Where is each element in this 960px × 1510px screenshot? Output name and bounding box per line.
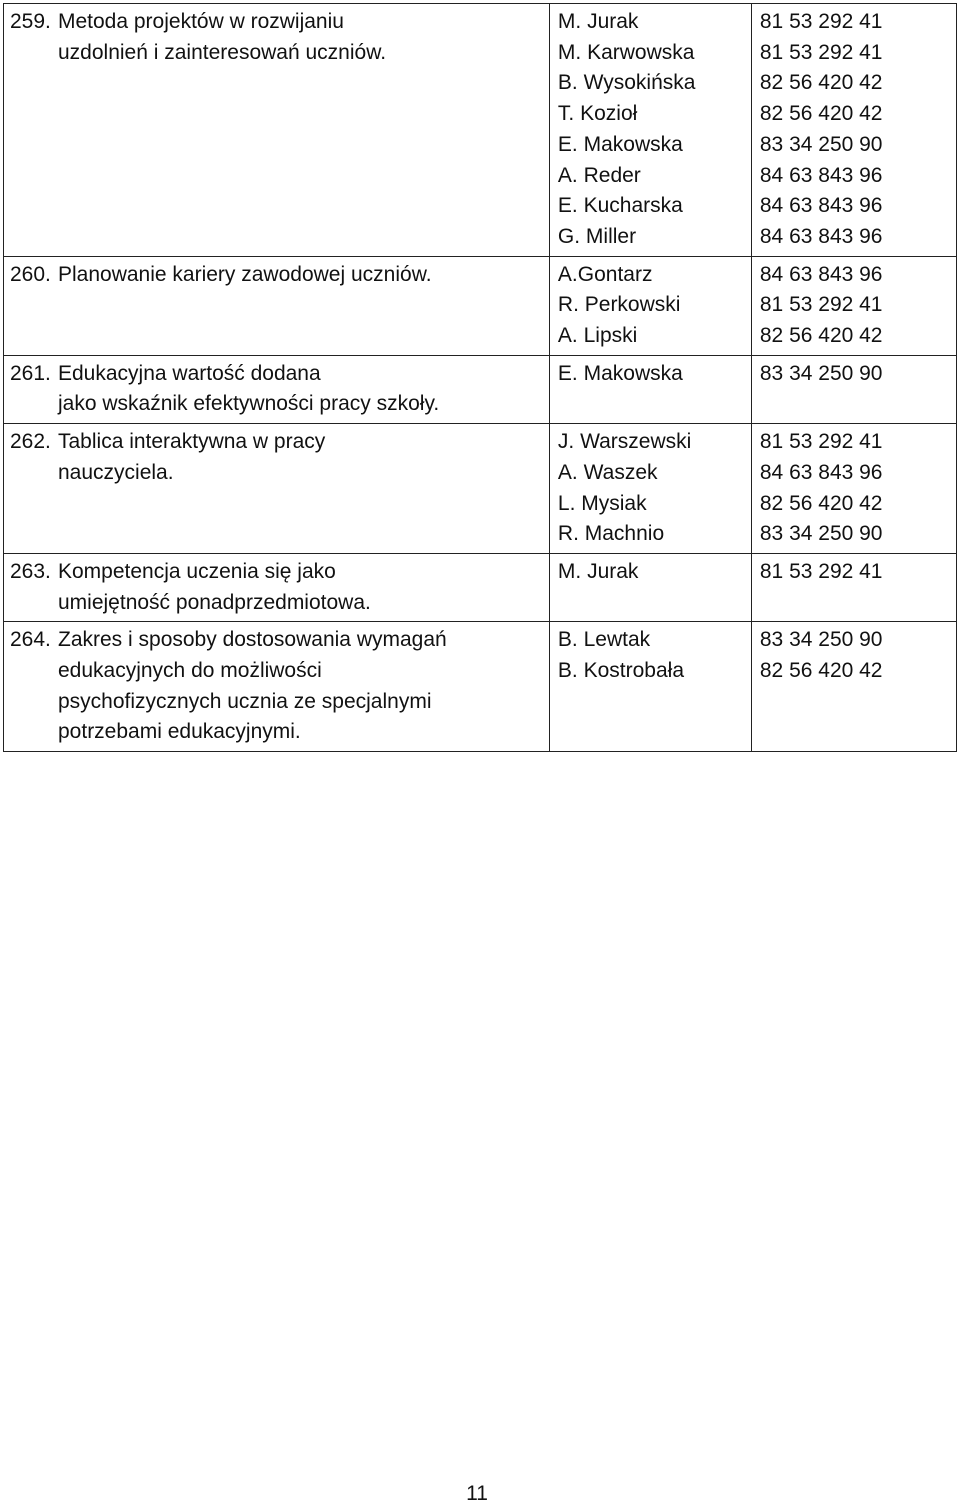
person-name: T. Kozioł bbox=[557, 102, 638, 126]
person-name: B. Kostrobała bbox=[557, 659, 684, 683]
phone-number: 82 56 420 42 bbox=[759, 491, 883, 515]
table-row bbox=[4, 622, 957, 752]
people-cell bbox=[549, 622, 751, 752]
phone-cell bbox=[751, 424, 956, 554]
item-number: 259. bbox=[10, 10, 51, 33]
phone-number: 83 34 250 90 bbox=[759, 132, 883, 156]
topic-wrap bbox=[10, 427, 541, 488]
phone-number: 82 56 420 42 bbox=[759, 71, 883, 95]
phone-number: 83 34 250 90 bbox=[759, 522, 883, 546]
topic-title-line: Tablica interaktywna w pracy bbox=[58, 430, 326, 454]
item-number: 262. bbox=[10, 430, 51, 454]
topic-title-line: Planowanie kariery zawodowej uczniów. bbox=[58, 262, 432, 286]
person-name: E. Makowska bbox=[557, 132, 683, 156]
training-table bbox=[3, 3, 957, 752]
topic-title-line: umiejętność ponadprzedmiotowa. bbox=[58, 590, 371, 614]
topic-title-line: uzdolnień i zainteresowań uczniów. bbox=[58, 40, 387, 64]
item-number: 260. bbox=[10, 262, 51, 286]
table-row bbox=[4, 553, 957, 621]
person-name: G. Miller bbox=[557, 224, 637, 248]
table-row bbox=[4, 355, 957, 423]
topic-cell bbox=[4, 424, 550, 554]
person-name: B. Lewtak bbox=[557, 628, 651, 652]
table-row bbox=[4, 424, 957, 554]
person-name: B. Wysokińska bbox=[557, 71, 696, 95]
phone-cell bbox=[751, 4, 956, 257]
topic-cell bbox=[4, 4, 550, 257]
topic-title-line: potrzebami edukacyjnymi. bbox=[58, 720, 301, 744]
phone-number: 81 53 292 41 bbox=[759, 10, 883, 33]
phone-number: 82 56 420 42 bbox=[759, 102, 883, 126]
person-name: A. Reder bbox=[557, 163, 641, 187]
person-name: A. Lipski bbox=[557, 324, 638, 348]
topic-title-line: Edukacyjna wartość dodana bbox=[58, 361, 321, 385]
person-name: R. Machnio bbox=[557, 522, 665, 546]
person-name: E. Makowska bbox=[557, 361, 683, 385]
table-row bbox=[4, 256, 957, 355]
phone-number: 84 63 843 96 bbox=[759, 163, 883, 187]
item-number: 263. bbox=[10, 559, 51, 583]
topic-wrap bbox=[10, 260, 541, 291]
person-name: M. Karwowska bbox=[557, 40, 695, 64]
phone-number: 84 63 843 96 bbox=[759, 262, 883, 286]
topic-wrap bbox=[10, 359, 541, 420]
page-number: 11 bbox=[466, 1482, 488, 1505]
topic-title bbox=[58, 260, 541, 291]
phone-number: 84 63 843 96 bbox=[759, 194, 883, 218]
item-number: 264. bbox=[10, 628, 51, 652]
phone-number: 81 53 292 41 bbox=[759, 40, 883, 64]
person-name: J. Warszewski bbox=[557, 430, 692, 454]
phone-number: 81 53 292 41 bbox=[759, 559, 883, 583]
phone-number: 81 53 292 41 bbox=[759, 430, 883, 454]
phone-cell bbox=[751, 622, 956, 752]
topic-title bbox=[58, 557, 541, 618]
people-cell bbox=[549, 553, 751, 621]
phone-number: 84 63 843 96 bbox=[759, 224, 883, 248]
topic-title-line: jako wskaźnik efektywności pracy szkoły. bbox=[58, 392, 440, 416]
topic-title bbox=[58, 359, 541, 420]
table-body bbox=[4, 4, 957, 752]
person-name: M. Jurak bbox=[557, 10, 639, 33]
topic-title-line: Kompetencja uczenia się jako bbox=[58, 559, 336, 583]
people-cell bbox=[549, 256, 751, 355]
topic-title bbox=[58, 427, 541, 488]
topic-cell bbox=[4, 553, 550, 621]
person-name: A. Waszek bbox=[557, 460, 658, 484]
topic-cell bbox=[4, 355, 550, 423]
topic-title-line: Zakres i sposoby dostosowania wymagań bbox=[58, 628, 447, 652]
topic-title-line: psychofizycznych ucznia ze specjalnymi bbox=[58, 689, 432, 713]
topic-wrap bbox=[10, 557, 541, 618]
phone-cell bbox=[751, 355, 956, 423]
topic-title-line: edukacyjnych do możliwości bbox=[58, 659, 322, 683]
phone-number: 83 34 250 90 bbox=[759, 628, 883, 652]
phone-number: 83 34 250 90 bbox=[759, 361, 883, 385]
people-cell bbox=[549, 355, 751, 423]
phone-cell bbox=[751, 256, 956, 355]
phone-number: 82 56 420 42 bbox=[759, 324, 883, 348]
person-name: R. Perkowski bbox=[557, 293, 681, 317]
phone-number: 82 56 420 42 bbox=[759, 659, 883, 683]
item-number: 261. bbox=[10, 361, 51, 385]
person-name: L. Mysiak bbox=[557, 491, 647, 515]
people-cell bbox=[549, 424, 751, 554]
topic-cell bbox=[4, 622, 550, 752]
person-name: M. Jurak bbox=[557, 559, 639, 583]
topic-title-line: nauczyciela. bbox=[58, 460, 174, 484]
topic-title bbox=[58, 625, 541, 748]
topic-title-line: Metoda projektów w rozwijaniu bbox=[58, 10, 344, 33]
topic-wrap bbox=[10, 625, 541, 748]
person-name: E. Kucharska bbox=[557, 194, 683, 218]
phone-number: 81 53 292 41 bbox=[759, 293, 883, 317]
people-cell bbox=[549, 4, 751, 257]
table-row bbox=[4, 4, 957, 257]
topic-cell bbox=[4, 256, 550, 355]
topic-wrap bbox=[10, 7, 541, 68]
phone-number: 84 63 843 96 bbox=[759, 460, 883, 484]
person-name: A.Gontarz bbox=[557, 262, 653, 286]
phone-cell bbox=[751, 553, 956, 621]
topic-title bbox=[58, 7, 541, 68]
